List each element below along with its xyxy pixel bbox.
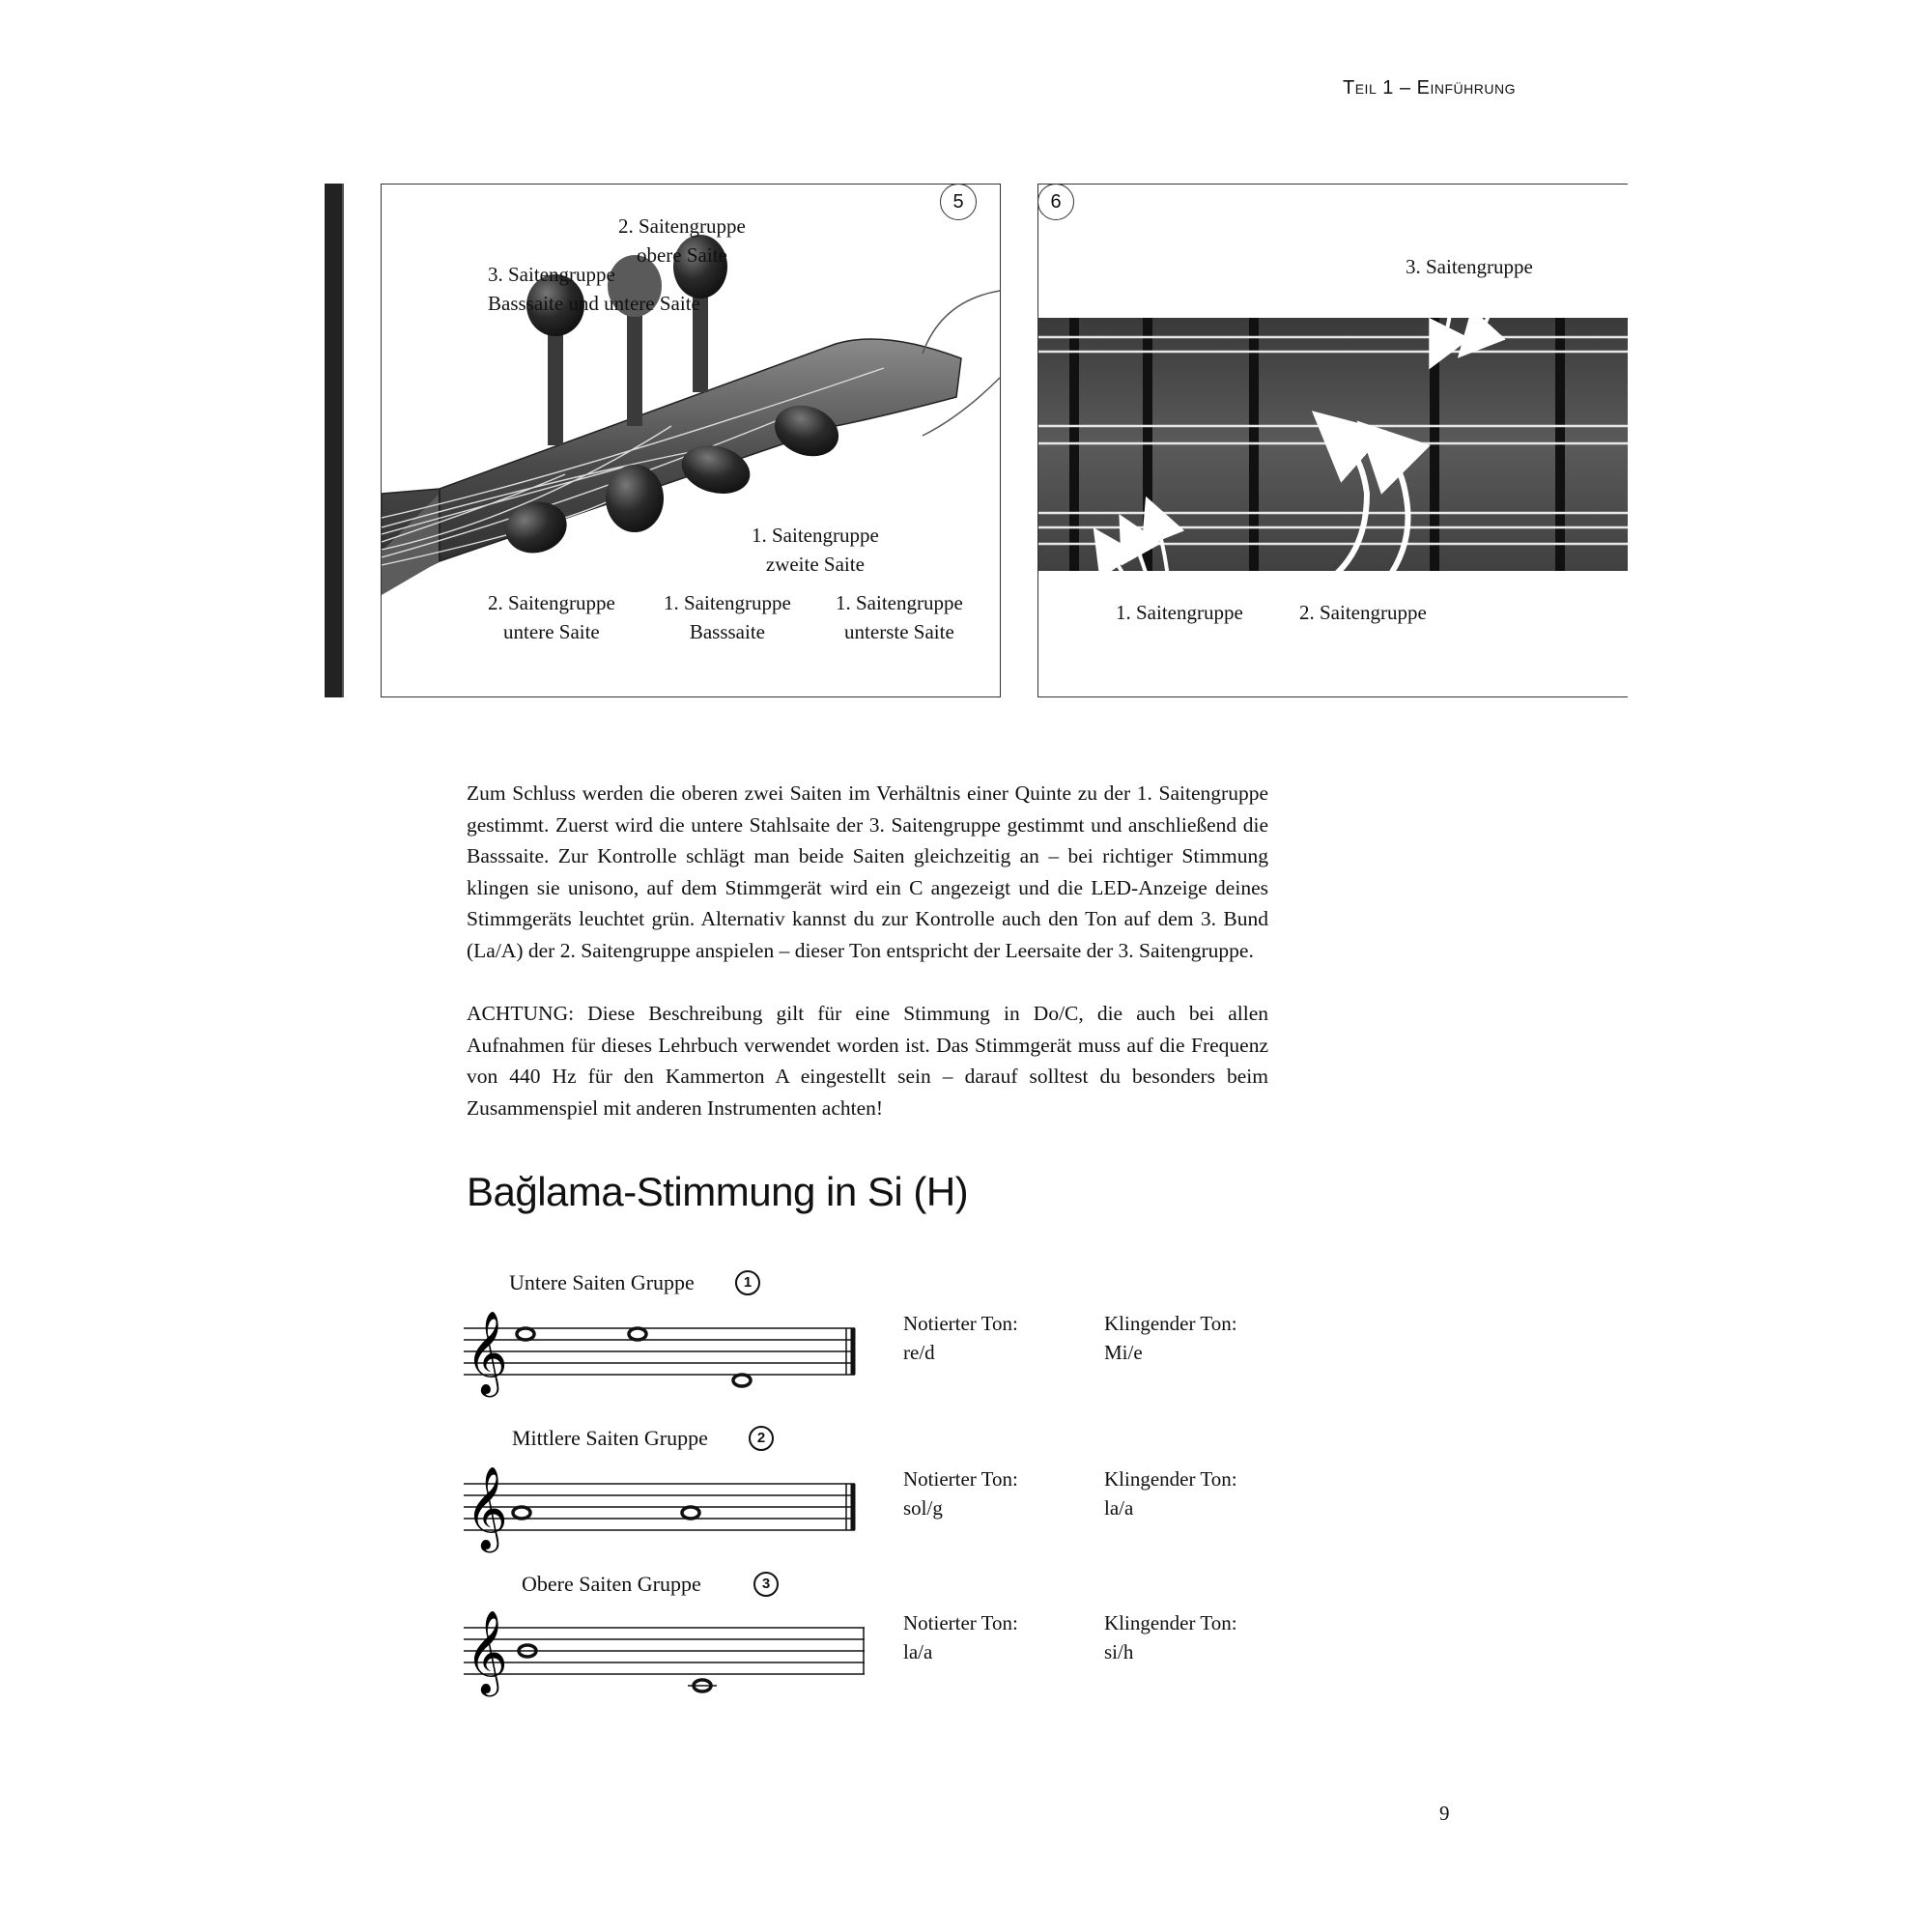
label-group1-bass: 1. Saitengruppe Basssaite xyxy=(664,591,791,643)
label-group3: 3. Saitengruppe Basssaite und untere Saite xyxy=(488,263,700,315)
staff-title: Mittlere Saiten Gruppe xyxy=(512,1426,708,1450)
music-staff xyxy=(464,1270,869,1406)
group-number-badge: 2 xyxy=(749,1426,774,1451)
treble-clef-icon: 𝄞 xyxy=(466,1466,508,1549)
label-group2-lower: 2. Saitengruppe untere Saite xyxy=(488,591,615,643)
group-number-badge: 1 xyxy=(735,1270,760,1295)
music-staff xyxy=(464,1572,869,1707)
notated-tone: Notierter Ton: sol/g xyxy=(903,1467,1018,1520)
staff-middle-group xyxy=(464,1426,1333,1561)
sounding-tone: Klingender Ton: Mi/e xyxy=(1104,1312,1237,1364)
label-group2: 2. Saitengruppe xyxy=(1299,601,1427,624)
label-group2-upper: 2. Saitengruppe obere Saite xyxy=(618,214,746,267)
figure-number-6: 6 xyxy=(1037,184,1074,220)
treble-clef-icon: 𝄞 xyxy=(466,1610,508,1693)
figure-number-5: 5 xyxy=(940,184,977,220)
treble-clef-icon: 𝄞 xyxy=(466,1311,508,1394)
label-group1-second: 1. Saitengruppe zweite Saite xyxy=(752,524,879,576)
paragraph-warning: ACHTUNG: Diese Beschreibung gilt für eine Stimmung in Do/C, die auch bei allen Aufnahmen für dieses Lehrbuch verwendet worden ist. Das Stimmgerät muss auf die Frequenz von 440 Hz für den Kammerton A eingestellt sein – darauf solltest du besonders beim Zusammenspiel mit anderen Instrumenten achten! xyxy=(467,1002,1268,1120)
staff-lower-group xyxy=(464,1270,1333,1406)
label-group1: 1. Saitengruppe xyxy=(1116,601,1243,624)
sounding-tone: Klingender Ton: la/a xyxy=(1104,1467,1237,1520)
staff-upper-group xyxy=(464,1572,1333,1707)
figure-fretboard xyxy=(1037,184,1628,697)
running-header: Teil 1 – Einführung xyxy=(1343,77,1516,99)
staff-title: Untere Saiten Gruppe xyxy=(509,1270,695,1294)
label-group1-lowest: 1. Saitengruppe unterste Saite xyxy=(836,591,963,643)
notated-tone: Notierter Ton: re/d xyxy=(903,1312,1018,1364)
section-title: Bağlama-Stimmung in Si (H) xyxy=(467,1169,969,1214)
page-number: 9 xyxy=(1439,1802,1450,1825)
notated-tone: Notierter Ton: la/a xyxy=(903,1611,1018,1663)
photo-edge-strip xyxy=(325,184,344,697)
paragraph-tuning-instructions: Zum Schluss werden die oberen zwei Saiten im Verhältnis einer Quinte zu der 1. Saitengruppe gestimmt. Zuerst wird die untere Stahlsaite der 3. Saitengruppe gestimmt und anschließend die Basssaite. Zur Kontrolle schlägt man beide Saiten gleichzeitig an – bei richtiger Stimmung klingen sie unisono, auf dem Stimmgerät wird ein C angezeigt und die LED-Anzeige deines Stimmgeräts leuchtet grün. Alternativ kannst du zur Kontrolle auch den Ton auf dem 3. Bund (La/A) der 2. Saitengruppe anspielen – dieser Ton entspricht der Leersaite der 3. Saitengruppe. xyxy=(467,781,1268,962)
sounding-tone: Klingender Ton: si/h xyxy=(1104,1611,1237,1663)
staff-title: Obere Saiten Gruppe xyxy=(522,1572,701,1596)
figure-headstock xyxy=(381,184,1001,697)
group-number-badge: 3 xyxy=(753,1572,779,1597)
music-staff xyxy=(464,1426,869,1561)
label-group3: 3. Saitengruppe xyxy=(1406,255,1533,278)
